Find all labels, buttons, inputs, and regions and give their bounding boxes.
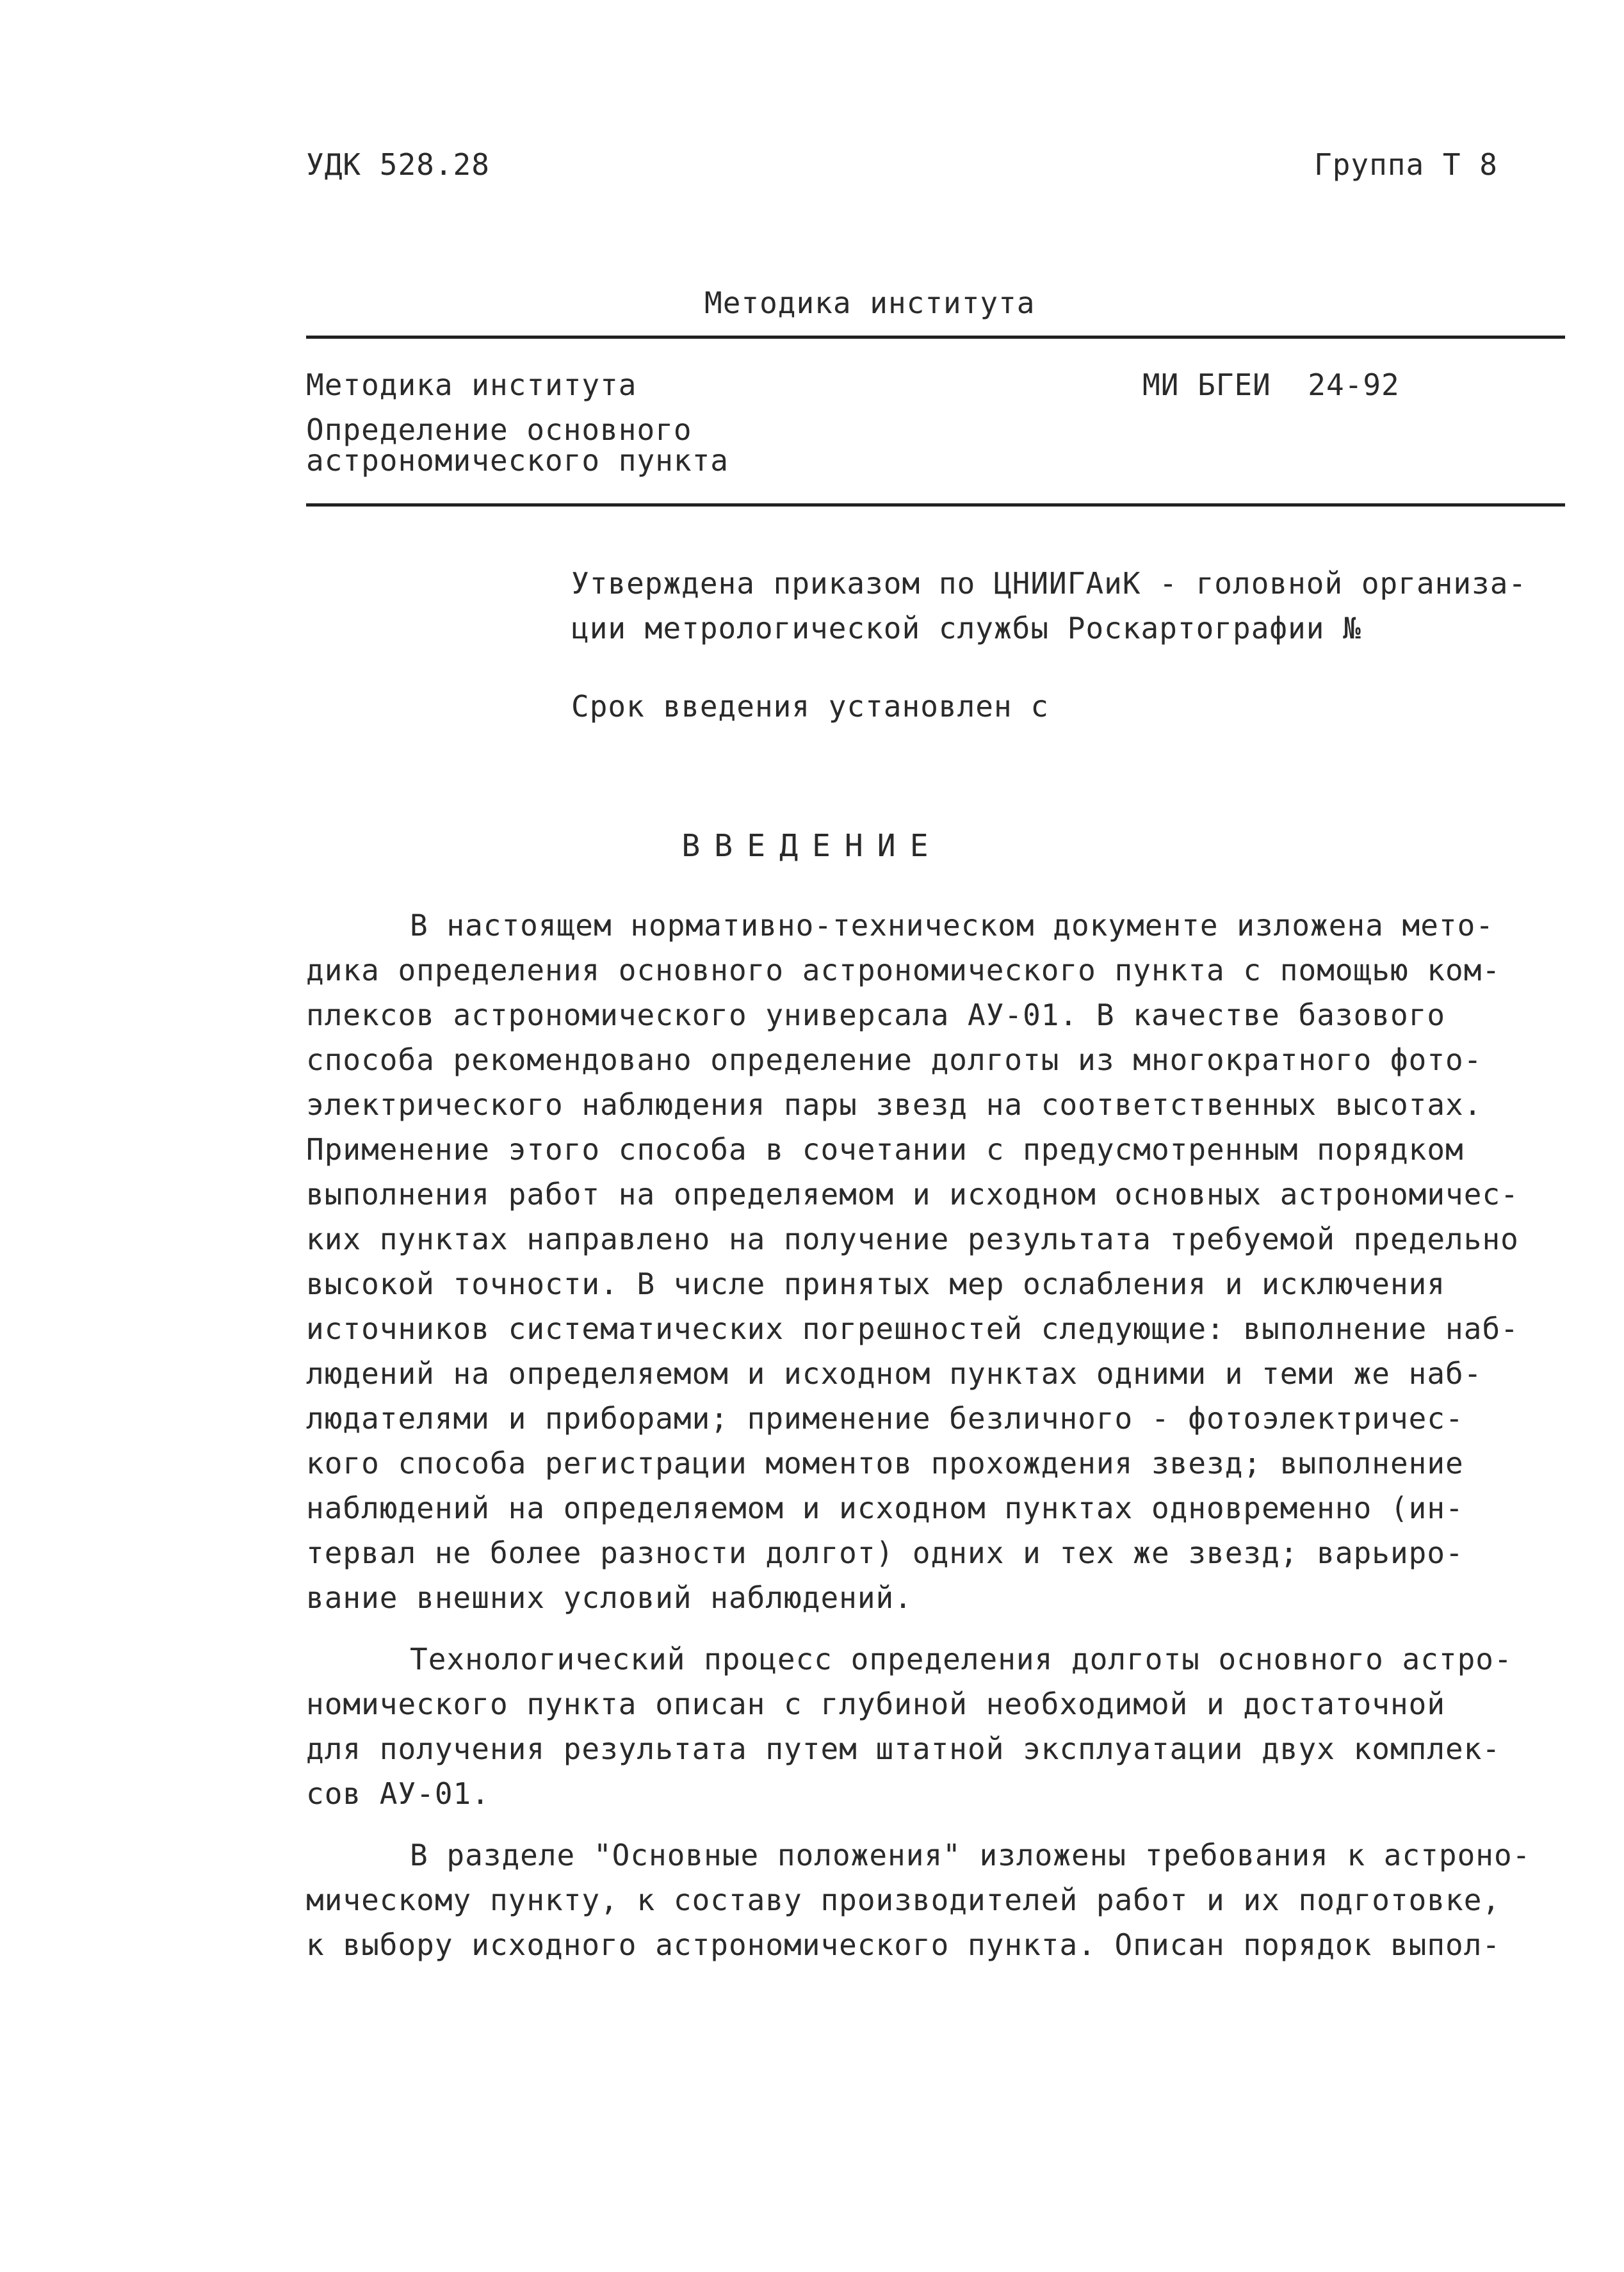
paragraph-line: высокой точности. В числе принятых мер ослабления и исключения bbox=[306, 1267, 1446, 1301]
paragraph-line: номического пункта описан с глубиной необходимой и достаточной bbox=[306, 1687, 1446, 1721]
paragraph-line: Применение этого способа в сочетании с предусмотренным порядком bbox=[306, 1132, 1464, 1167]
paragraph-line: способа рекомендовано определение долготы из многократного фото- bbox=[306, 1043, 1482, 1077]
title-line-2: Определение основного bbox=[306, 412, 692, 447]
document-kind: Методика института bbox=[704, 286, 1035, 320]
top-rule bbox=[306, 336, 1565, 339]
effective-date-line: Срок введения установлен с bbox=[571, 689, 1050, 724]
paragraph-line: к выбору исходного астрономического пункта. Описан порядок выпол- bbox=[306, 1927, 1501, 1962]
paragraph-line: мическому пункту, к составу производителей работ и их подготовке, bbox=[306, 1883, 1501, 1917]
paragraph-line: ких пунктах направлено на получение результата требуемой предельно bbox=[306, 1222, 1519, 1256]
paragraph-line: электрического наблюдения пары звезд на соответственных высотах. bbox=[306, 1087, 1482, 1122]
title-line-1: Методика института bbox=[306, 368, 637, 402]
approval-line-1: Утверждена приказом по ЦНИИГАиК - головной организа- bbox=[571, 566, 1527, 601]
paragraph-line: В настоящем нормативно-техническом документе изложена мето- bbox=[410, 908, 1494, 943]
paragraph-line: дика определения основного астрономического пункта с помощью ком- bbox=[306, 953, 1501, 987]
title-line-3: астрономического пункта bbox=[306, 443, 729, 478]
paragraph-line: источников систематических погрешностей следующие: выполнение наб- bbox=[306, 1311, 1519, 1346]
paragraph-line: кого способа регистрации моментов прохождения звезд; выполнение bbox=[306, 1446, 1464, 1481]
group-code: Группа Т 8 bbox=[1314, 147, 1498, 182]
paragraph-line: Технологический процесс определения долготы основного астро- bbox=[410, 1642, 1513, 1676]
paragraph-line: вание внешних условий наблюдений. bbox=[306, 1580, 913, 1615]
paragraph-line: людателями и приборами; применение безличного - фотоэлектричес- bbox=[306, 1401, 1464, 1436]
paragraph-line: сов АУ-01. bbox=[306, 1776, 490, 1811]
paragraph-line: В разделе "Основные положения" изложены требования к астроно- bbox=[410, 1838, 1531, 1872]
paragraph-line: тервал не более разности долгот) одних и тех же звезд; варьиро- bbox=[306, 1536, 1464, 1570]
paragraph-line: плексов астрономического универсала АУ-01. В качестве базового bbox=[306, 998, 1446, 1032]
paragraph-line: наблюдений на определяемом и исходном пунктах одновременно (ин- bbox=[306, 1491, 1464, 1525]
paragraph-line: выполнения работ на определяемом и исходном основных астрономичес- bbox=[306, 1177, 1519, 1212]
paragraph-line: людений на определяемом и исходном пунктах одними и теми же наб- bbox=[306, 1356, 1482, 1391]
document-number: МИ БГЕИ 24-92 bbox=[1142, 368, 1400, 402]
approval-line-2: ции метрологической службы Роскартографии № bbox=[571, 611, 1361, 645]
bottom-rule bbox=[306, 503, 1565, 507]
udk-code: УДК 528.28 bbox=[306, 147, 490, 182]
section-heading: ВВЕДЕНИЕ bbox=[681, 828, 943, 864]
paragraph-line: для получения результата путем штатной эксплуатации двух комплек- bbox=[306, 1732, 1501, 1766]
